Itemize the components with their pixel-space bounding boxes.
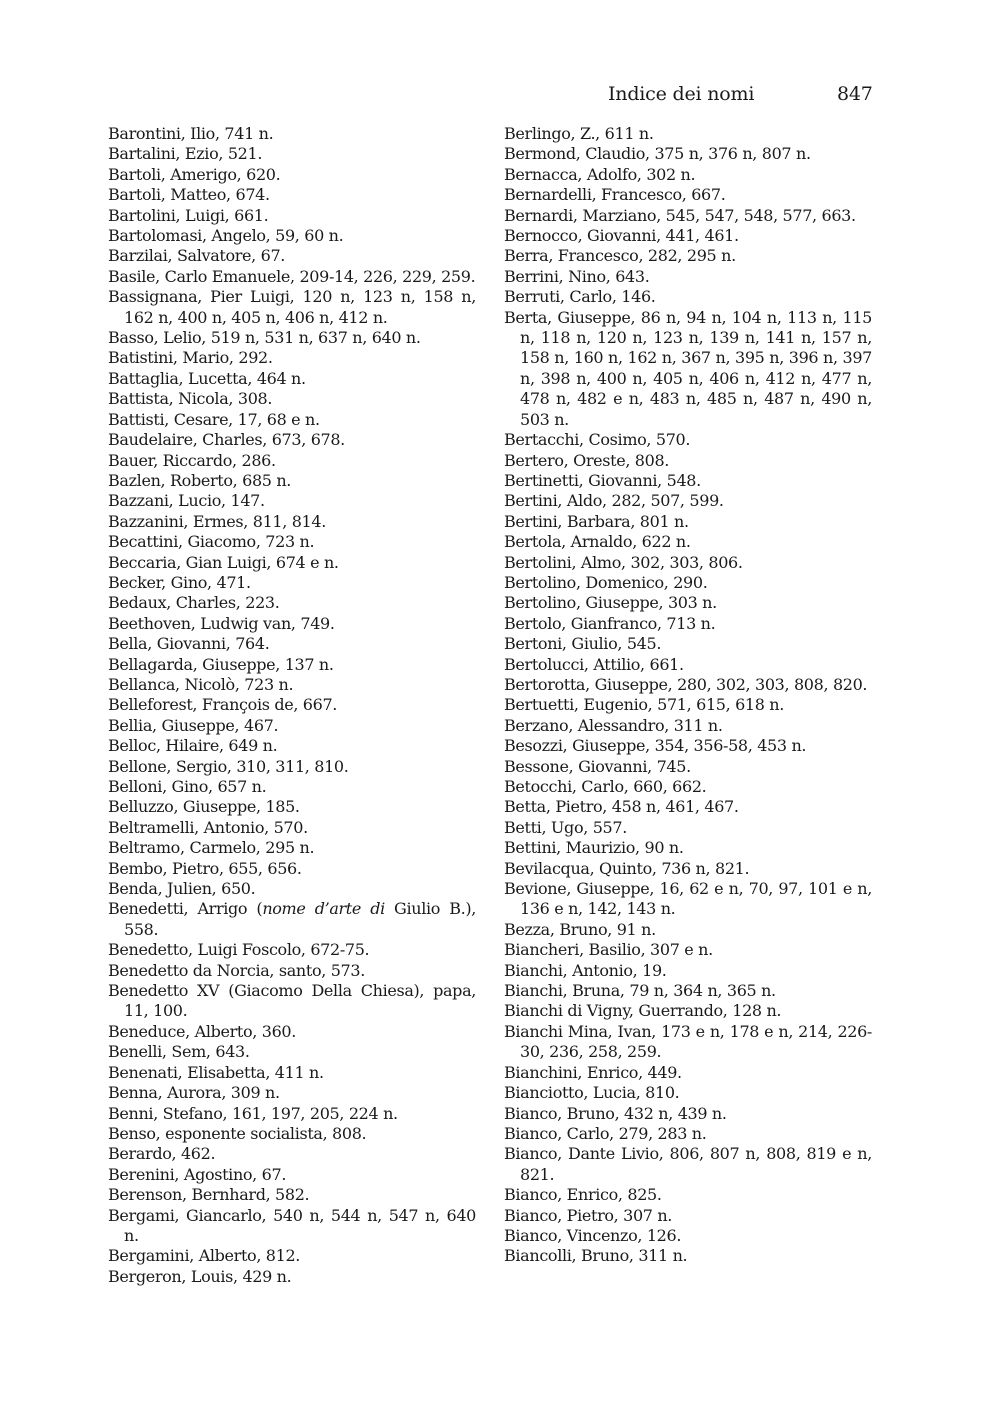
index-entry-text: Benelli, Sem, 643. (108, 1042, 250, 1062)
index-entry (504, 838, 872, 858)
index-entry-text: Bernardelli, Francesco, 667. (504, 185, 726, 205)
index-entry-text: Beltramo, Carmelo, 295 n. (108, 838, 315, 858)
index-entry-text: Bezza, Bruno, 91 n. (504, 919, 656, 939)
index-entry-text: Beethoven, Ludwig van, 749. (108, 613, 335, 633)
index-entry (504, 614, 872, 634)
index-entry-text: Bertolucci, Attilio, 661. (504, 654, 684, 674)
index-entry (108, 777, 476, 797)
index-entry (504, 287, 872, 307)
index-entry (108, 879, 476, 899)
index-entry-text: Berta, Giuseppe, 86 n, 94 n, 104 n, 113 n, 115 n, 118 n, 120 n, 123 n, 139 n, 141 n, 157 n, 158 n, 160 n, 162 n, 367 n, 395 n, 396 n, 397 n, 398 n, 400 n, 405 n, 406 n, 412 n, 477 n, 478 n, 482 e n, 483 n, 485 n, 487 n, 490 n, 503 n. (504, 307, 872, 429)
index-entry (504, 818, 872, 838)
index-entry-text: Bertoni, Giulio, 545. (504, 634, 662, 654)
index-entry-text: Bertacchi, Cosimo, 570. (504, 430, 691, 450)
index-entry (504, 736, 872, 756)
index-entry (108, 695, 476, 715)
index-entry-text: Bertinetti, Giovanni, 548. (504, 470, 701, 490)
index-entry (108, 430, 476, 450)
index-entry (504, 1104, 872, 1124)
index-entry-text: Bianco, Enrico, 825. (504, 1185, 662, 1205)
index-entry (504, 981, 872, 1001)
index-entry (108, 716, 476, 736)
index-entry (108, 165, 476, 185)
index-entry (504, 491, 872, 511)
index-entry-text: Batistini, Mario, 292. (108, 348, 273, 368)
index-entry (108, 287, 476, 328)
index-entry (504, 1206, 872, 1226)
index-entry-text: Berrini, Nino, 643. (504, 266, 650, 286)
index-entry (108, 655, 476, 675)
index-entry-text: Bartolomasi, Angelo, 59, 60 n. (108, 226, 344, 246)
index-entry (504, 797, 872, 817)
index-entry-text: Bertolini, Almo, 302, 303, 806. (504, 552, 743, 572)
index-entry (108, 491, 476, 511)
index-entry (108, 328, 476, 348)
index-entry (108, 634, 476, 654)
index-entry-text: Bianco, Vincenzo, 126. (504, 1225, 682, 1245)
index-entry-text: Bellagarda, Giuseppe, 137 n. (108, 654, 334, 674)
index-entry (108, 246, 476, 266)
index-entry (108, 1267, 476, 1287)
index-entry-text: Belloc, Hilaire, 649 n. (108, 736, 278, 756)
index-entry-text: Baudelaire, Charles, 673, 678. (108, 430, 345, 450)
index-entry (108, 1124, 476, 1144)
index-entry-text: Bertorotta, Giuseppe, 280, 302, 303, 808, 820. (504, 674, 868, 694)
index-entry (108, 859, 476, 879)
index-entry-text: Bertero, Oreste, 808. (504, 450, 670, 470)
index-entry (108, 797, 476, 817)
index-entry (108, 838, 476, 858)
index-entry-text: Bermond, Claudio, 375 n, 376 n, 807 n. (504, 144, 811, 164)
index-entry (504, 532, 872, 552)
index-entry-text: Benenati, Elisabetta, 411 n. (108, 1062, 324, 1082)
index-entry (108, 512, 476, 532)
index-entry (504, 675, 872, 695)
index-entry (108, 348, 476, 368)
index-entry (504, 879, 872, 920)
index-entry-text: Bevione, Giuseppe, 16, 62 e n, 70, 97, 101 e n, 136 e n, 142, 143 n. (504, 879, 872, 919)
index-entry-text: Bianchi Mina, Ivan, 173 e n, 178 e n, 214, 226-30, 236, 258, 259. (504, 1021, 872, 1062)
index-entry-text: Battista, Nicola, 308. (108, 389, 273, 409)
index-entry (108, 471, 476, 491)
index-entry (108, 1063, 476, 1083)
index-entry-text: Battisti, Cesare, 17, 68 e n. (108, 409, 320, 429)
index-entry (108, 1246, 476, 1266)
index-entry-text: Benna, Aurora, 309 n. (108, 1083, 280, 1103)
index-entry (504, 206, 872, 226)
index-entry (108, 593, 476, 613)
index-entry-text: Bertini, Aldo, 282, 507, 599. (504, 491, 724, 511)
index-entry (108, 1165, 476, 1185)
index-entry-text: Berenson, Bernhard, 582. (108, 1185, 310, 1205)
index-entry-text: Bergeron, Louis, 429 n. (108, 1266, 292, 1286)
index-entry-text: Bartolini, Luigi, 661. (108, 205, 269, 225)
index-entry (504, 634, 872, 654)
index-entry-text: Beccaria, Gian Luigi, 674 e n. (108, 552, 339, 572)
index-entry (504, 777, 872, 797)
index-entry (504, 695, 872, 715)
index-entry (504, 308, 872, 430)
index-entry-text: Barzilai, Salvatore, 67. (108, 246, 286, 266)
index-entry (108, 675, 476, 695)
index-entry (504, 1144, 872, 1185)
index-entry-text: Berra, Francesco, 282, 295 n. (504, 246, 736, 266)
index-entry-text: Bertolino, Giuseppe, 303 n. (504, 593, 717, 613)
index-entry-text: Benedetto, Luigi Foscolo, 672-75. (108, 940, 370, 960)
index-entry-text: Belloni, Gino, 657 n. (108, 777, 267, 796)
index-entry (504, 1226, 872, 1246)
index-entry (504, 593, 872, 613)
index-entry (108, 614, 476, 634)
index-entry-text: Becker, Gino, 471. (108, 572, 251, 592)
page-number: 847 (837, 83, 873, 105)
index-entry (504, 430, 872, 450)
index-entry-text: Benda, Julien, 650. (108, 879, 256, 899)
index-entry (504, 961, 872, 981)
index-entry (108, 1104, 476, 1124)
index-entry (108, 369, 476, 389)
index-entry-text: Bianchi, Antonio, 19. (504, 960, 667, 980)
index-entry-text: Betti, Ugo, 557. (504, 817, 627, 837)
index-entry-text: Bianchi, Bruna, 79 n, 364 n, 365 n. (504, 981, 776, 1001)
index-entry (108, 1185, 476, 1205)
index-entry (504, 920, 872, 940)
index-entry-text: Bartoli, Amerigo, 620. (108, 164, 281, 184)
index-entry-text: Beneduce, Alberto, 360. (108, 1021, 296, 1041)
index-entry-text: Battaglia, Lucetta, 464 n. (108, 368, 306, 388)
index-entry-text: Bianco, Bruno, 432 n, 439 n. (504, 1103, 727, 1123)
index-entry-text: Benni, Stefano, 161, 197, 205, 224 n. (108, 1103, 398, 1123)
index-entry-text: Bella, Giovanni, 764. (108, 634, 270, 654)
index-entry-text: Belluzzo, Giuseppe, 185. (108, 797, 300, 817)
index-entry (504, 553, 872, 573)
index-entry (504, 185, 872, 205)
index-entry-text: Bernacca, Adolfo, 302 n. (504, 164, 696, 184)
index-entry-text: Bianchi di Vigny, Guerrando, 128 n. (504, 1001, 782, 1021)
index-entry-text: Bazlen, Roberto, 685 n. (108, 470, 292, 490)
index-entry-text: Bianco, Pietro, 307 n. (504, 1205, 673, 1225)
running-head-title: Indice dei nomi (608, 83, 755, 105)
index-entry-text: Basso, Lelio, 519 n, 531 n, 637 n, 640 n. (108, 328, 421, 348)
index-entry-italic: nome d’arte di (262, 899, 385, 919)
index-entry-text: Bianchini, Enrico, 449. (504, 1062, 682, 1082)
index-entry-text: Benedetto XV (Giacomo Della Chiesa), papa, 11, 100. (108, 981, 476, 1021)
index-entry (504, 124, 872, 144)
index-entry (108, 553, 476, 573)
index-entry-text: Bertolino, Domenico, 290. (504, 572, 708, 592)
index-entry-text: Bergamini, Alberto, 812. (108, 1246, 301, 1266)
index-entry-text: Benedetto da Norcia, santo, 573. (108, 960, 365, 980)
index-entry-text: Bellanca, Nicolò, 723 n. (108, 674, 294, 694)
index-entry-text: Berlingo, Z., 611 n. (504, 124, 654, 143)
index-entry (108, 1022, 476, 1042)
index-entry (108, 185, 476, 205)
index-entry (108, 267, 476, 287)
index-entry (504, 451, 872, 471)
index-entry-text: Besozzi, Giuseppe, 354, 356-58, 453 n. (504, 736, 807, 756)
index-entry (108, 981, 476, 1022)
index-entry (504, 1022, 872, 1063)
index-entry-text: Basile, Carlo Emanuele, 209-14, 226, 229, 259. (108, 266, 476, 286)
index-entry-text: Bergami, Giancarlo, 540 n, 544 n, 547 n, 640 n. (108, 1205, 476, 1245)
index-entry-text: Giulio B.), 558. (124, 899, 476, 939)
running-head (0, 79, 1005, 109)
index-entry (504, 1083, 872, 1103)
index-entry (504, 1063, 872, 1083)
index-entry-text: Biancheri, Basilio, 307 e n. (504, 940, 713, 960)
index-entry (108, 1144, 476, 1164)
index-entry-text: Bertolo, Gianfranco, 713 n. (504, 613, 716, 633)
index-entry-text: Bianciotto, Lucia, 810. (504, 1083, 680, 1103)
index-entry (504, 1185, 872, 1205)
index-entry (108, 389, 476, 409)
index-entry (108, 1083, 476, 1103)
index-entry (108, 451, 476, 471)
index-entry-text: Bernardi, Marziano, 545, 547, 548, 577, 663. (504, 205, 856, 225)
index-entry (504, 267, 872, 287)
index-entry (108, 124, 476, 144)
index-entry-text: Bellia, Giuseppe, 467. (108, 715, 279, 735)
index-entry-text: Bevilacqua, Quinto, 736 n, 821. (504, 858, 750, 878)
index-entry-text: Becattini, Giacomo, 723 n. (108, 532, 315, 552)
index-entry (504, 1001, 872, 1021)
index-entry-text: Bartoli, Matteo, 674. (108, 185, 270, 205)
index-entry-text: Biancolli, Bruno, 311 n. (504, 1246, 688, 1266)
index-entry-text: Benedetti, Arrigo ( (108, 899, 263, 919)
index-entry (504, 226, 872, 246)
index-entry (504, 512, 872, 532)
index-entry-text: Bianco, Carlo, 279, 283 n. (504, 1123, 707, 1143)
index-entry (504, 716, 872, 736)
index-entry (108, 1206, 476, 1247)
index-entry-text: Bettini, Maurizio, 90 n. (504, 838, 684, 858)
index-entry-text: Bembo, Pietro, 655, 656. (108, 858, 302, 878)
index-entry (504, 940, 872, 960)
index-entry-text: Bellone, Sergio, 310, 311, 810. (108, 756, 349, 776)
index-entry (108, 144, 476, 164)
index-entry-text: Belleforest, François de, 667. (108, 695, 338, 715)
index-entry-text: Bernocco, Giovanni, 441, 461. (504, 226, 739, 246)
index-entry (504, 655, 872, 675)
index-entry-text: Berenini, Agostino, 67. (108, 1164, 287, 1184)
index-entry-text: Bauer, Riccardo, 286. (108, 450, 276, 470)
index-entry-text: Bianco, Dante Livio, 806, 807 n, 808, 819 e n, 821. (504, 1144, 872, 1184)
index-entry (108, 757, 476, 777)
index-entry (108, 226, 476, 246)
index-entry (108, 573, 476, 593)
index-entry (504, 165, 872, 185)
index-entry-text: Barontini, Ilio, 741 n. (108, 124, 274, 143)
index-entry (504, 144, 872, 164)
index-entry (504, 757, 872, 777)
index-entry (108, 818, 476, 838)
index-entry (108, 961, 476, 981)
index-column-right (504, 124, 872, 1267)
index-entry (108, 899, 476, 940)
index-entry (108, 940, 476, 960)
index-entry-text: Bertuetti, Eugenio, 571, 615, 618 n. (504, 695, 784, 715)
index-entry-text: Beltramelli, Antonio, 570. (108, 817, 308, 837)
index-entry (504, 859, 872, 879)
index-entry-text: Bedaux, Charles, 223. (108, 593, 280, 613)
index-entry (504, 1124, 872, 1144)
index-entry-text: Betocchi, Carlo, 660, 662. (504, 777, 707, 796)
index-entry-text: Betta, Pietro, 458 n, 461, 467. (504, 797, 739, 817)
index-entry (504, 1246, 872, 1266)
index-entry-text: Benso, esponente socialista, 808. (108, 1123, 367, 1143)
index-entry (504, 573, 872, 593)
index-entry-text: Bertola, Arnaldo, 622 n. (504, 532, 691, 552)
index-entry-text: Berruti, Carlo, 146. (504, 287, 656, 307)
index-entry (108, 532, 476, 552)
index-entry (108, 206, 476, 226)
index-entry-text: Bertini, Barbara, 801 n. (504, 511, 689, 531)
index-entry-text: Bessone, Giovanni, 745. (504, 756, 691, 776)
index-entry-text: Berzano, Alessandro, 311 n. (504, 715, 723, 735)
index-entry (108, 1042, 476, 1062)
index-column-left (108, 124, 476, 1287)
index-entry-text: Bazzanini, Ermes, 811, 814. (108, 511, 326, 531)
index-entry-text: Bassignana, Pier Luigi, 120 n, 123 n, 158 n, 162 n, 400 n, 405 n, 406 n, 412 n. (108, 287, 476, 327)
index-entry-text: Berardo, 462. (108, 1144, 216, 1164)
index-entry (108, 410, 476, 430)
index-entry (504, 246, 872, 266)
index-entry (108, 736, 476, 756)
index-entry (504, 471, 872, 491)
index-entry-text: Bartalini, Ezio, 521. (108, 144, 263, 164)
index-entry-text: Bazzani, Lucio, 147. (108, 491, 265, 511)
